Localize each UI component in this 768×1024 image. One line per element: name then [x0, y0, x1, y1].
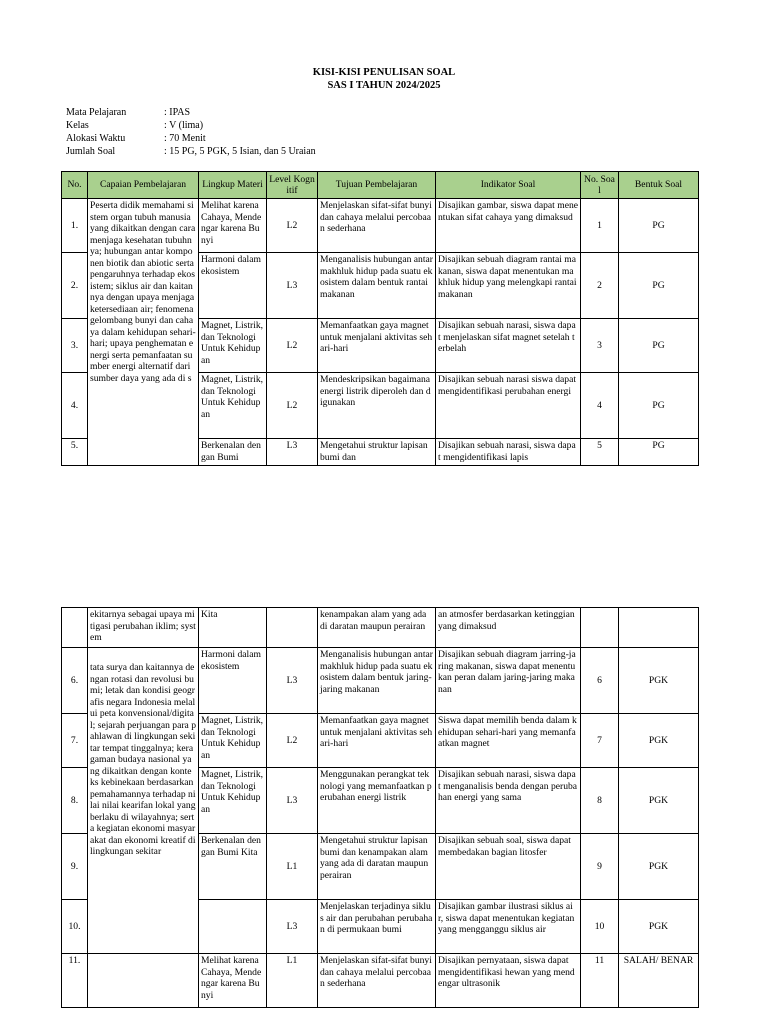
row-no: 8. — [62, 768, 88, 834]
row-tujuan: Memanfaatkan gaya magnet untuk menjalani aktivitas sehari-hari — [318, 714, 436, 768]
row-no-soal — [581, 608, 619, 648]
row-no: 4. — [62, 373, 88, 439]
row-no: 6. — [62, 648, 88, 714]
row-materi: Magnet, Listrik, dan Teknologi Untuk Kehidupan — [199, 714, 267, 768]
row-no: 3. — [62, 319, 88, 373]
row-no: 7. — [62, 714, 88, 768]
row-bentuk: PG — [619, 439, 699, 466]
row-bentuk: PG — [619, 253, 699, 319]
row-level: L2 — [267, 319, 318, 373]
meta-label: Alokasi Waktu — [66, 133, 126, 144]
row-indikator: Disajikan sebuah narasi, siswa dapat mengidentifikasi lapis — [436, 439, 581, 466]
row-level: L2 — [267, 373, 318, 439]
grid-table-page-2 — [61, 607, 699, 1008]
row-indikator: Disajikan gambar ilustrasi siklus air, siswa dapat menentukan kegiatan yang mengganggu siklus air — [436, 900, 581, 954]
row-no-soal: 2 — [581, 253, 619, 319]
capaian-cell-empty — [88, 954, 199, 1008]
row-materi: Kita — [199, 608, 267, 648]
row-level: L3 — [267, 439, 318, 466]
row-no: 11. — [62, 954, 88, 1008]
row-materi: Melihat karena Cahaya, Mendengar karena Bunyi — [199, 954, 267, 1008]
row-bentuk: PGK — [619, 900, 699, 954]
row-level: L2 — [267, 714, 318, 768]
row-materi: Berkenalan dengan Bumi Kita — [199, 834, 267, 900]
row-bentuk: PG — [619, 319, 699, 373]
header-tujuan: Tujuan Pembelajaran — [318, 172, 436, 199]
row-no-soal: 5 — [581, 439, 619, 466]
row-no-soal: 6 — [581, 648, 619, 714]
row-bentuk — [619, 608, 699, 648]
row-level: L3 — [267, 900, 318, 954]
table-row — [62, 954, 699, 1008]
row-tujuan: kenampakan alam yang ada di daratan maupun perairan — [318, 608, 436, 648]
row-materi: Melihat karena Cahaya, Mendengar karena Bunyi — [199, 199, 267, 253]
row-indikator: Disajikan sebuah narasi siswa dapat mengidentifikasi perubahan energi — [436, 373, 581, 439]
meta-label: Mata Pelajaran — [66, 107, 127, 118]
meta-value: : IPAS — [164, 107, 191, 118]
row-no: 2. — [62, 253, 88, 319]
header-no-soal: No. Soal — [581, 172, 619, 199]
row-indikator: Siswa dapat memilih benda dalam kehidupan sehari-hari yang memanfaatkan magnet — [436, 714, 581, 768]
row-indikator: Disajikan sebuah diagram jarring-jaring makanan, siswa dapat menentukan peran dalam jaring-jaring makanan — [436, 648, 581, 714]
row-materi: Harmoni dalam ekosistem — [199, 648, 267, 714]
meta-row-time — [66, 132, 316, 145]
meta-value: : 15 PG, 5 PGK, 5 Isian, dan 5 Uraian — [164, 146, 316, 157]
row-tujuan: Menganalisis hubungan antarmakhluk hidup pada suatu ekosistem dalam bentuk rantai makanan — [318, 253, 436, 319]
row-no: 5. — [62, 439, 88, 466]
row-tujuan: Mengetahui struktur lapisan bumi dan kenampakan alam yang ada di daratan maupun perairan — [318, 834, 436, 900]
row-no-soal: 1 — [581, 199, 619, 253]
header-row — [62, 172, 699, 199]
row-tujuan: Mengetahui struktur lapisan bumi dan — [318, 439, 436, 466]
row-no-soal: 4 — [581, 373, 619, 439]
meta-row-subject — [66, 106, 316, 119]
row-tujuan: Menganalisis hubungan antarmakhluk hidup pada suatu ekosistem dalam bentuk jaring-jaring makanan — [318, 648, 436, 714]
grid-table-page-1 — [61, 171, 699, 466]
row-materi: Berkenalan dengan Bumi — [199, 439, 267, 466]
row-indikator: Disajikan gambar, siswa dapat menentukan sifat cahaya yang dimaksud — [436, 199, 581, 253]
row-no-soal: 11 — [581, 954, 619, 1008]
row-indikator: Disajikan sebuah narasi, siswa dapat menjelaskan sifat magnet setelah terbelah — [436, 319, 581, 373]
meta-row-class — [66, 119, 316, 132]
row-materi: Magnet, Listrik, dan Teknologi Untuk Kehidupan — [199, 319, 267, 373]
title-line-1: KISI-KISI PENULISAN SOAL — [312, 67, 456, 78]
header-level: Level Kognitif — [267, 172, 318, 199]
row-no-soal: 9 — [581, 834, 619, 900]
row-no-soal: 8 — [581, 768, 619, 834]
row-no — [62, 608, 88, 648]
row-bentuk: PG — [619, 199, 699, 253]
row-tujuan: Menjelaskan sifat-sifat bunyi dan cahaya melalui percobaan sederhana — [318, 199, 436, 253]
row-indikator: Disajikan sebuah soal, siswa dapat membedakan bagian litosfer — [436, 834, 581, 900]
header-bentuk: Bentuk Soal — [619, 172, 699, 199]
row-tujuan: Mendeskripsikan bagaimana energi listrik diperoleh dan digunakan — [318, 373, 436, 439]
row-no: 1. — [62, 199, 88, 253]
table-row — [62, 648, 699, 714]
meta-value: : V (lima) — [164, 120, 204, 131]
row-level: L2 — [267, 199, 318, 253]
row-bentuk: PGK — [619, 648, 699, 714]
row-indikator: Disajikan pernyataan, siswa dapat mengidentifikasi hewan yang mendengar ultrasonik — [436, 954, 581, 1008]
row-level — [267, 608, 318, 648]
row-indikator: Disajikan sebuah diagram rantai makanan, siswa dapat menentukan makhluk hidup yang melengkapi rantai makanan — [436, 253, 581, 319]
row-tujuan: Menjelaskan sifat-sifat bunyi dan cahaya melalui percobaan sederhana — [318, 954, 436, 1008]
row-bentuk: PGK — [619, 834, 699, 900]
row-no-soal: 7 — [581, 714, 619, 768]
document-title — [0, 66, 768, 92]
table-row-continued — [62, 608, 699, 648]
capaian-cell: Peserta didik memahami sistem organ tubuh manusia yang dikaitkan dengan cara menjaga kesehatan tubuhnya; hubungan antar komponen biotik dan abiotic serta pengaruhnya terhadap ekosistem; siklus air dan kaitannya dengan upaya menjaga ketersediaan air; fenomena gelombang bunyi dan cahaya dalam kehidupan sehari-hari; upaya penghematan energi serta pemanfaatan sumber energi alternatif dari sumber daya yang ada di s — [88, 199, 199, 466]
row-indikator: an atmosfer berdasarkan ketinggian yang dimaksud — [436, 608, 581, 648]
document-meta — [66, 106, 316, 158]
row-bentuk: PGK — [619, 768, 699, 834]
capaian-cell-continued: ekitarnya sebagai upaya mitigasi perubahan iklim; system — [88, 608, 199, 648]
row-level: L1 — [267, 954, 318, 1008]
row-no-soal: 3 — [581, 319, 619, 373]
row-indikator: Disajikan sebuah narasi, siswa dapat menganalisis benda dengan perubahan energi yang sama — [436, 768, 581, 834]
row-materi: Magnet, Listrik, dan Teknologi Untuk Kehidupan — [199, 768, 267, 834]
row-level: L3 — [267, 253, 318, 319]
meta-row-count — [66, 145, 316, 158]
meta-label: Jumlah Soal — [66, 146, 116, 157]
row-bentuk: PGK — [619, 714, 699, 768]
row-bentuk: PG — [619, 373, 699, 439]
header-lingkup: Lingkup Materi — [199, 172, 267, 199]
meta-label: Kelas — [66, 120, 89, 131]
title-line-2: SAS I TAHUN 2024/2025 — [327, 80, 441, 91]
header-indikator: Indikator Soal — [436, 172, 581, 199]
capaian-cell: tata surya dan kaitannya dengan rotasi dan revolusi bumi; letak dan kondisi geografis negara Indonesia melalui peta konvensional/digital; sejarah perjuangan para pahlawan di lingkungan sekitar tempat tinggalnya; keragaman budaya nasional yang dikaitkan dengan konteks kebinekaan berdasarkan pemahamannya terhadap nilai nilai kearifan lokal yang berlaku di wilayahnya; serta kegiatan ekonomi masyarakat dan ekonomi kreatif di lingkungan sekitar — [88, 648, 199, 954]
row-tujuan: Menjelaskan terjadinya siklus air dan perubahan perubahan di permukaan bumi — [318, 900, 436, 954]
row-level: L3 — [267, 768, 318, 834]
row-bentuk: SALAH/ BENAR — [619, 954, 699, 1008]
row-no: 9. — [62, 834, 88, 900]
header-capaian: Capaian Pembelajaran — [88, 172, 199, 199]
row-materi: Harmoni dalam ekosistem — [199, 253, 267, 319]
row-tujuan: Memanfaatkan gaya magnet untuk menjalani aktivitas sehari-hari — [318, 319, 436, 373]
row-no: 10. — [62, 900, 88, 954]
row-materi — [199, 900, 267, 954]
row-tujuan: Menggunakan perangkat teknologi yang memanfaatkan perubahan energi listrik — [318, 768, 436, 834]
header-no: No. — [62, 172, 88, 199]
row-level: L1 — [267, 834, 318, 900]
table-row — [62, 199, 699, 253]
row-no-soal: 10 — [581, 900, 619, 954]
row-level: L3 — [267, 648, 318, 714]
meta-value: : 70 Menit — [164, 133, 206, 144]
row-materi: Magnet, Listrik, dan Teknologi Untuk Kehidupan — [199, 373, 267, 439]
